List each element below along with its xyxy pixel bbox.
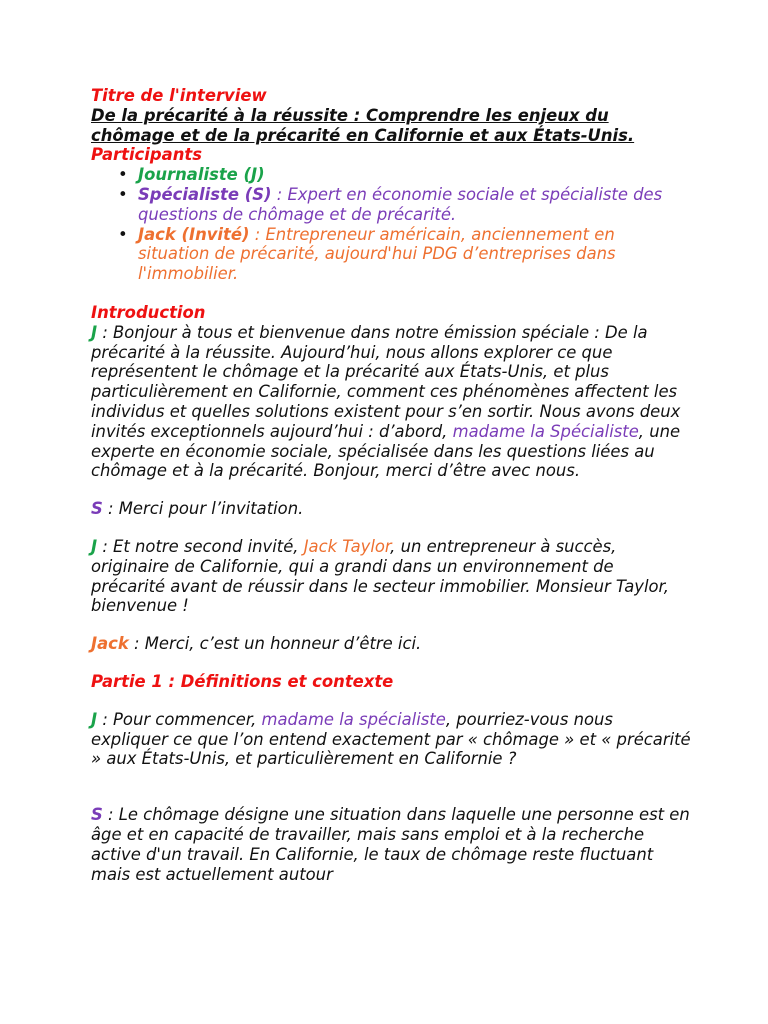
speaker-label: J <box>91 536 98 556</box>
participant-guest <box>138 225 691 284</box>
speaker-label: J <box>91 709 98 729</box>
participant-name: Journaliste (J) <box>138 165 265 185</box>
participants-heading: Participants <box>91 145 202 165</box>
speaker-mention: madame la spécialiste <box>261 709 446 729</box>
speaker-label: J <box>91 322 98 342</box>
dialogue-paragraph: Jack : Merci, c’est un honneur d’être ici. <box>91 634 422 654</box>
participant-journalist <box>138 165 691 185</box>
dialogue-paragraph: J : Et notre second invité, Jack Taylor, un entrepreneur à succès, originaire de Californie, qui a grandi dans un environnement de précarité avant de réussir dans le secteur immobilier. Monsieur Taylor, bienvenue ! <box>91 536 669 616</box>
dialogue-paragraph: J : Bonjour à tous et bienvenue dans notre émission spéciale : De la précarité à la réussite. Aujourd’hui, nous allons explorer ce que représentent le chômage et la précarité aux États-Unis, et plus particulièrement en Californie, comment ces phénomènes affectent les individus et quelles solutions existent pour s’en sortir. Nous avons deux invités exceptionnels aujourd’hui : d’abord, madame la Spécialiste, une experte en économie sociale, spécialisée dans les questions liées au chômage et à la précarité. Bonjour, merci d’être avec nous. <box>91 322 681 481</box>
introduction-heading: Introduction <box>91 302 206 322</box>
participant-specialist <box>138 185 691 225</box>
partie1-heading: Partie 1 : Définitions et contexte <box>91 671 394 691</box>
participant-description: : Expert en économie sociale et spécialiste des questions de chômage et de précarité. <box>138 184 663 224</box>
dialogue-paragraph: S : Merci pour l’invitation. <box>91 499 304 519</box>
participants-list <box>91 165 691 284</box>
speaker-mention: madame la Spécialiste <box>452 421 639 441</box>
speaker-label: S <box>91 499 103 519</box>
participant-name: Jack (Invité) <box>138 224 250 244</box>
dialogue-paragraph: J : Pour commencer, madame la spécialiste, pourriez-vous nous expliquer ce que l’on entend exactement par « chômage » et « précarité » aux États-Unis, et particulièrement en Californie ? <box>91 709 691 769</box>
interview-title: De la précarité à la réussite : Comprendre les enjeux du chômage et de la précarité en Californie et aux États-Unis. <box>91 105 635 145</box>
participant-name: Spécialiste (S) <box>138 184 272 204</box>
speaker-label: S <box>91 805 103 825</box>
participant-description: : Entrepreneur américain, anciennement en situation de précarité, aujourd'hui PDG d’entreprises dans l'immobilier. <box>138 224 616 284</box>
speaker-mention: Jack Taylor <box>303 536 391 556</box>
dialogue-paragraph: S : Le chômage désigne une situation dans laquelle une personne est en âge et en capacité de travailler, mais sans emploi et à la recherche active d'un travail. En Californie, le taux de chômage reste fluctuant mais est actuellement autour <box>91 805 690 884</box>
interview-title-heading: Titre de l'interview <box>91 86 267 105</box>
document-content <box>91 86 691 884</box>
speaker-label: Jack <box>91 634 129 654</box>
